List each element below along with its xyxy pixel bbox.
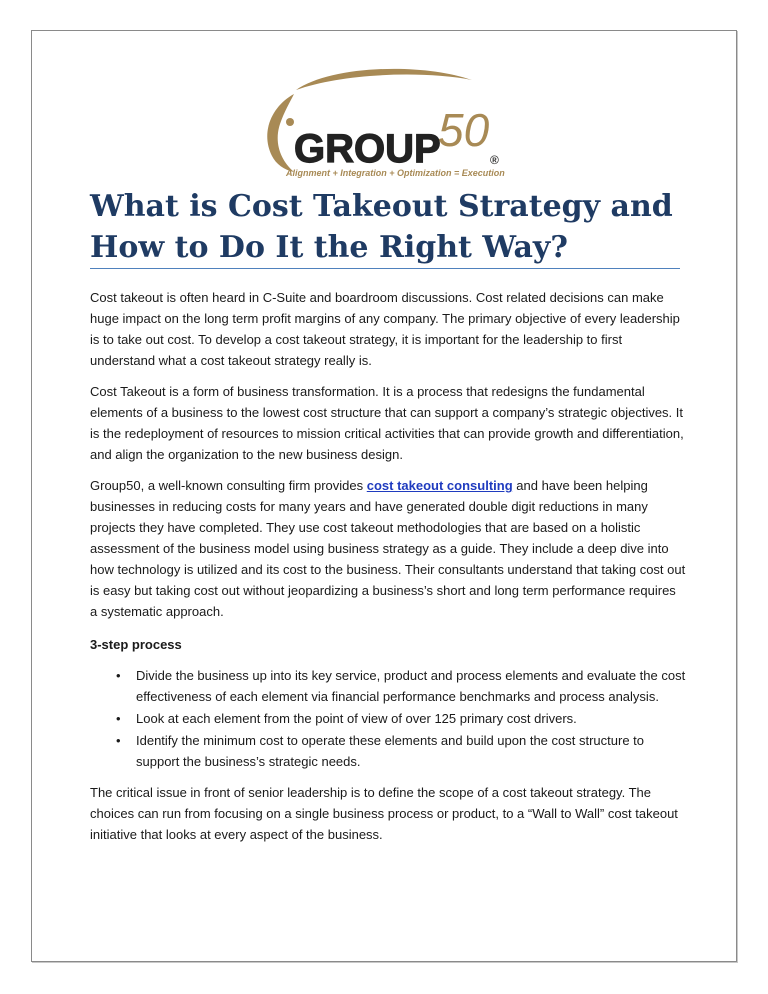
page-title <box>90 186 690 268</box>
cost-takeout-consulting-link[interactable]: cost takeout consulting <box>366 478 513 493</box>
logo-figure-head <box>286 118 294 126</box>
logo-swoosh <box>267 94 294 172</box>
logo-graphic <box>250 60 510 180</box>
list-item-text: Look at each element from the point of view of over 125 primary cost drivers. <box>136 711 577 726</box>
list-item-text: Identify the minimum cost to operate these elements and build upon the cost structure to support the business’s strategic needs. <box>136 733 645 769</box>
logo-brand-text: GROUP <box>294 127 441 171</box>
paragraph-definition: Cost Takeout is a form of business transformation. It is a process that redesigns the fundamental elements of a business to the lowest cost structure that can support a company’s strategic objectives. It is the redeployment of resources to mission critical activities that can provide growth and differentiation, and align the organization to the new business design. <box>90 384 684 462</box>
paragraph-group50-start: Group50, a well-known consulting firm provides <box>90 478 367 493</box>
list-item-text: Divide the business up into its key service, product and process elements and evaluate the cost effectiveness of each element via financial performance benchmarks and process analysis. <box>136 668 686 704</box>
bullet-icon: • <box>116 668 121 683</box>
logo-swoosh-tail <box>296 69 472 90</box>
title-underline <box>90 268 680 269</box>
process-heading: 3-step process <box>90 637 182 652</box>
paragraph-scope: The critical issue in front of senior leadership is to define the scope of a cost takeout strategy. The choices can run from focusing on a single business process or product, to a “Wall to Wall” cost takeout initiative that looks at every aspect of the business. <box>90 785 678 842</box>
group50-logo <box>250 60 510 180</box>
logo-registered-mark: ® <box>490 153 499 167</box>
bullet-icon: • <box>116 711 121 726</box>
article-body <box>90 287 686 855</box>
logo-number-text: 50 <box>438 104 490 156</box>
paragraph-intro: Cost takeout is often heard in C-Suite and boardroom discussions. Cost related decisions can make huge impact on the long term profit margins of any company. The primary objective of every leadership is to take out cost. To develop a cost takeout strategy, it is important for the leadership to first understand what a cost takeout strategy really is. <box>90 290 680 368</box>
title-line-1: What is Cost Takeout Strategy and <box>90 189 673 224</box>
bullet-icon: • <box>116 733 121 748</box>
paragraph-group50 <box>90 475 686 622</box>
logo-tagline: Alignment + Integration + Optimization = Execution <box>286 168 505 178</box>
paragraph-group50-rest: and have been helping businesses in reducing costs for many years and have generated double digit reductions in many projects they have completed. They use cost takeout methodologies that are based on a holistic assessment of the business model using business strategy as a guide. They include a deep dive into how technology is utilized and its cost to the business. Their consultants understand that taking cost out is easy but taking cost out without jeopardizing a business’s short and long term performance requires a systematic approach. <box>90 478 686 619</box>
list-item <box>116 730 686 772</box>
process-list <box>90 665 686 772</box>
title-line-2: How to Do It the Right Way? <box>90 230 568 265</box>
list-item <box>116 665 686 707</box>
list-item <box>116 708 686 729</box>
